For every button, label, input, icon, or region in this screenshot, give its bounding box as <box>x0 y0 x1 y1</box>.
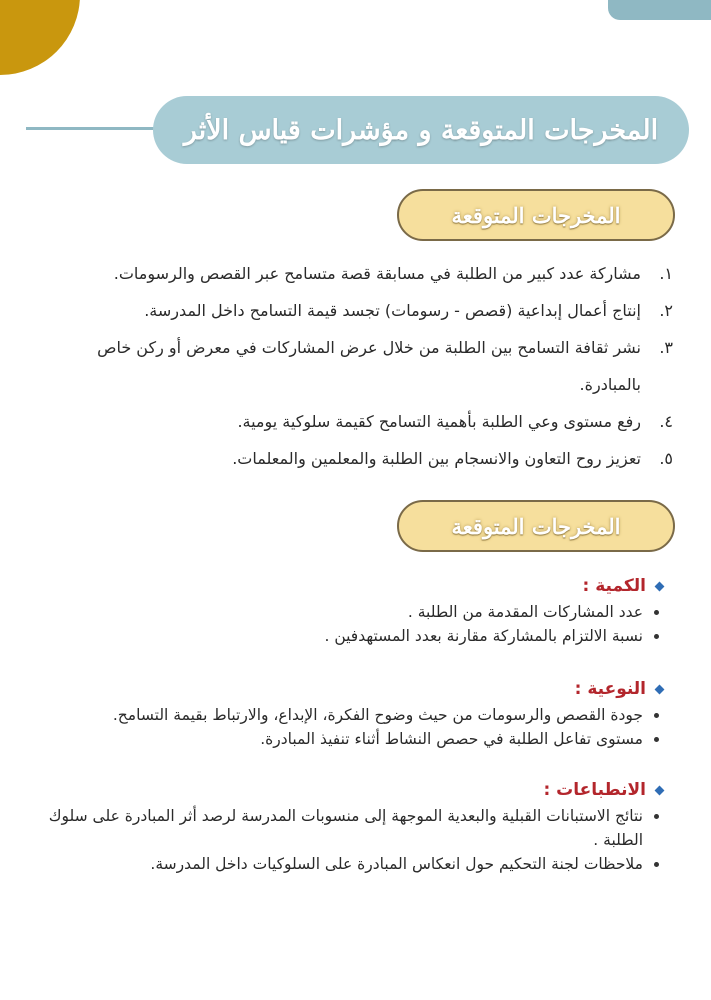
diamond-bullet-icon <box>655 684 665 694</box>
list-item: عدد المشاركات المقدمة من الطلبة . <box>23 600 663 624</box>
category-heading: الانطباعات : <box>543 780 646 800</box>
list-item <box>73 292 673 329</box>
list-item: نتائج الاستبانات القبلية والبعدية الموجهة إلى منسوبات المدرسة لرصد أثر المبادرة على سلوك الطلبة . <box>23 804 663 852</box>
page-title: المخرجات المتوقعة و مؤشرات قياس الأثر <box>183 114 659 146</box>
list-item: نسبة الالتزام بالمشاركة مقارنة بعدد المستهدفين . <box>23 624 663 648</box>
item-number: ٢. <box>659 301 673 320</box>
item-number: ٥. <box>659 449 673 468</box>
section-header-label: المخرجات المتوقعة <box>451 202 621 228</box>
item-text: تعزيز روح التعاون والانسجام بين الطلبة والمعلمين والمعلمات. <box>232 449 641 468</box>
item-text: إنتاج أعمال إبداعية (قصص - رسومات) تجسد قيمة التسامح داخل المدرسة. <box>144 301 641 320</box>
page-title-banner <box>153 96 689 164</box>
category-qualitative <box>23 675 663 751</box>
item-number: ١. <box>659 264 673 283</box>
item-text: نشر ثقافة التسامح بين الطلبة من خلال عرض المشاركات في معرض أو ركن خاص بالمبادرة. <box>97 338 641 394</box>
list-item <box>73 440 673 477</box>
section-header-indicators <box>397 500 675 552</box>
diamond-bullet-icon <box>655 785 665 795</box>
list-item <box>73 255 673 292</box>
diamond-bullet-icon <box>655 581 665 591</box>
list-item: مستوى تفاعل الطلبة في حصص النشاط أثناء تنفيذ المبادرة. <box>23 727 663 751</box>
item-text: مشاركة عدد كبير من الطلبة في مسابقة قصة متسامح عبر القصص والرسومات. <box>113 264 641 283</box>
list-item <box>73 329 673 403</box>
category-impressions <box>23 776 663 876</box>
corner-decoration-tab <box>608 0 711 20</box>
list-item: جودة القصص والرسومات من حيث وضوح الفكرة، الإبداع، والارتباط بقيمة التسامح. <box>23 703 663 727</box>
category-heading: النوعية : <box>574 679 646 699</box>
category-heading: الكمية : <box>582 576 646 596</box>
item-text: رفع مستوى وعي الطلبة بأهمية التسامح كقيمة سلوكية يومية. <box>237 412 641 431</box>
expected-outputs-list <box>73 255 673 477</box>
list-item: ملاحظات لجنة التحكيم حول انعكاس المبادرة على السلوكيات داخل المدرسة. <box>23 852 663 876</box>
list-item <box>73 403 673 440</box>
item-number: ٤. <box>659 412 673 431</box>
item-number: ٣. <box>659 338 673 357</box>
corner-decoration-circle <box>0 0 80 75</box>
section-header-outputs <box>397 189 675 241</box>
category-quantitative <box>23 572 663 648</box>
section-header-label: المخرجات المتوقعة <box>451 513 621 539</box>
